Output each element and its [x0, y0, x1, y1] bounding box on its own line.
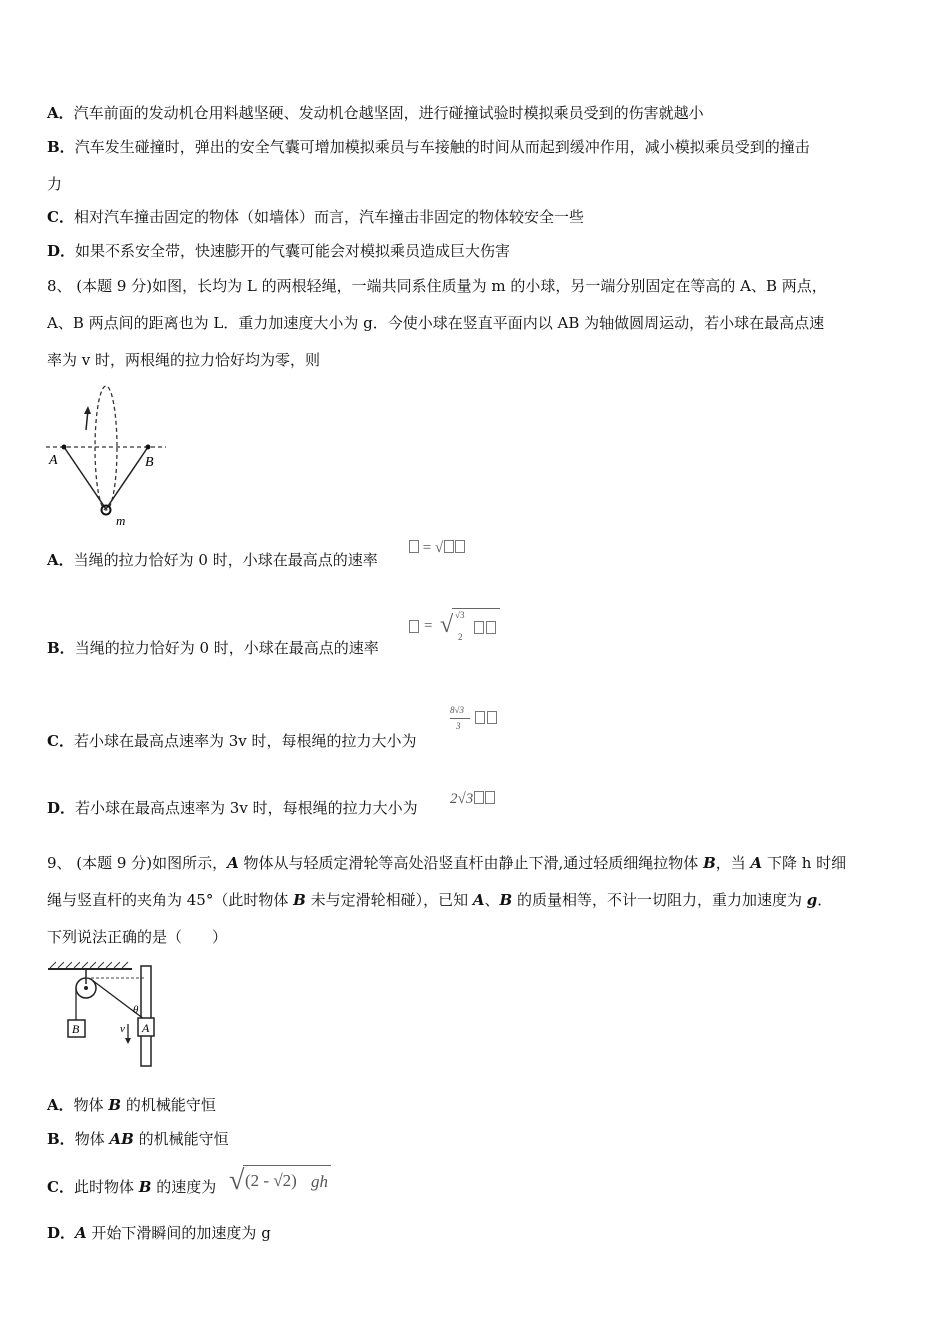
rope-a	[64, 447, 106, 509]
q9-figure	[44, 960, 164, 1070]
rope-to-a	[92, 980, 148, 1022]
var-g: g	[806, 891, 818, 909]
q8-c-formula	[450, 705, 505, 741]
stem-text: 的质量相等，不计一切阻力，重力加速度为	[512, 891, 807, 909]
option-text: 此时物体	[73, 1178, 139, 1196]
option-text: 若小球在最高点速率为 3v 时，每根绳的拉力大小为	[75, 799, 418, 817]
option-label: A．	[47, 1096, 74, 1114]
label-v: v	[120, 1023, 125, 1035]
option-label: A．	[47, 104, 74, 122]
option-text: 的速度为	[151, 1178, 217, 1196]
option-text: 相对汽车撞击固定的物体（如墙体）而言，汽车撞击非固定的物体较安全一些	[73, 208, 584, 226]
stem-text: 下降 h 时细	[762, 854, 847, 872]
option-label: B．	[47, 138, 75, 156]
option-text: 开始下滑瞬间的加速度为 g	[86, 1224, 271, 1242]
q7-option-b	[47, 137, 810, 157]
label-m: m	[116, 513, 126, 528]
q9-option-d	[47, 1223, 271, 1243]
formula-numerator: √3	[455, 610, 465, 620]
q8-option-d	[47, 798, 418, 818]
arrow-head-icon	[84, 406, 91, 414]
rope-b	[106, 447, 148, 509]
option-label: A．	[47, 551, 74, 569]
q7-option-a	[47, 103, 704, 123]
stem-text: 、	[484, 891, 500, 909]
q8-d-formula	[450, 791, 495, 808]
label-theta: θ	[133, 1004, 139, 1016]
option-label: D．	[47, 799, 76, 817]
q7-option-d	[47, 241, 510, 261]
var-a: A	[227, 854, 239, 872]
option-text: 的机械能守恒	[133, 1130, 229, 1148]
stem-text: ．	[817, 891, 833, 909]
var-b: B	[138, 1178, 152, 1196]
q8-stem-line-2	[47, 313, 824, 333]
option-text: 如果不系安全带，快速膨开的气囊可能会对模拟乘员造成巨大伤害	[75, 242, 511, 260]
option-label: D．	[47, 242, 76, 260]
option-text: 当绳的拉力恰好为 0 时，小球在最高点的速率	[73, 551, 378, 569]
option-text: 汽车前面的发动机仓用料越坚硬、发动机仓越坚固，进行碰撞试验时模拟乘员受到的伤害就越小	[73, 104, 704, 122]
stem-text: ，当	[715, 854, 751, 872]
formula-denominator: 3	[456, 721, 461, 731]
var-ab: AB	[109, 1130, 134, 1148]
var-b: B	[293, 891, 306, 909]
stem-text: 绳与竖直杆的夹角为 45°（此时物体	[47, 891, 294, 909]
option-label: C．	[47, 208, 74, 226]
label-a: A	[142, 1021, 150, 1035]
stem-text: 未与定滑轮相碰），已知	[305, 891, 473, 909]
var-a: A	[75, 1224, 87, 1242]
stem-text: 9、 (本题 9 分)如图所示，	[47, 854, 228, 872]
q8-option-a	[47, 550, 378, 570]
option-label: D．	[47, 1224, 76, 1242]
formula-text: 2√3	[450, 791, 474, 807]
circular-path	[95, 386, 117, 510]
q8-option-b	[47, 638, 379, 658]
point-a-dot	[62, 445, 67, 450]
var-a: A	[750, 854, 763, 872]
label-b: B	[145, 455, 154, 470]
option-text: 当绳的拉力恰好为 0 时，小球在最高点的速率	[74, 639, 379, 657]
q9-option-b	[47, 1129, 229, 1149]
label-b: B	[72, 1022, 80, 1036]
q8-option-c	[47, 731, 417, 751]
stem-text: 率为 v 时，两根绳的拉力恰好均为零，则	[47, 351, 321, 369]
stem-text: 下列说法正确的是（ ）	[47, 928, 228, 946]
q8-stem-line-3	[47, 350, 320, 370]
option-label: B．	[47, 1130, 75, 1148]
option-text: 的机械能守恒	[121, 1096, 216, 1114]
formula-numerator: 8√3	[450, 705, 464, 715]
q9-stem-line-1	[47, 853, 846, 873]
option-text: 物体	[73, 1096, 109, 1114]
label-a: A	[49, 453, 58, 468]
option-label: B．	[47, 639, 75, 657]
option-text: 汽车发生碰撞时，弹出的安全气囊可增加模拟乘员与车接触的时间从而起到缓冲作用，减小模拟乘员受到的撞击	[74, 138, 810, 156]
vertical-rod	[141, 966, 151, 1066]
point-b-dot	[146, 445, 151, 450]
stem-text: 物体从与轻质定滑轮等高处沿竖直杆由静止下滑,通过轻质细绳拉物体	[238, 854, 704, 872]
q8-stem-line-1	[47, 276, 827, 296]
q9-option-a	[47, 1095, 216, 1115]
var-b: B	[499, 891, 513, 909]
q9-stem-line-2	[47, 890, 832, 910]
pulley-axle	[84, 986, 88, 990]
q9-option-c	[47, 1177, 216, 1197]
option-text: 若小球在最高点速率为 3v 时，每根绳的拉力大小为	[73, 732, 417, 750]
stem-text: 8、 (本题 9 分)如图，长均为 L 的两根轻绳，一端共同系住质量为 m 的小球，另一端分别固定在等高的 A、B 两点，	[47, 277, 827, 295]
var-b: B	[703, 854, 716, 872]
stem-text: A、B 两点间的距离也为 L．重力加速度大小为 g．今使小球在竖直平面内以 AB 为轴做圆周运动，若小球在最高点速	[47, 314, 825, 332]
q8-b-formula: = √ √3 2	[408, 608, 503, 648]
q7-option-c	[47, 207, 584, 227]
option-text: 物体	[74, 1130, 110, 1148]
formula-inner: (2 - √2)	[245, 1171, 297, 1190]
ceiling-hatch	[50, 962, 128, 968]
velocity-arrow-head-icon	[125, 1038, 131, 1044]
var-b: B	[108, 1096, 122, 1114]
q7-option-b-cont	[47, 174, 62, 194]
q8-a-formula: = √	[408, 540, 465, 557]
formula-tail: gh	[311, 1172, 328, 1191]
option-text: 力	[47, 175, 63, 193]
q8-figure	[44, 382, 168, 530]
option-label: C．	[47, 732, 74, 750]
var-a: A	[472, 891, 485, 909]
q9-stem-line-3	[47, 927, 227, 947]
option-label: C．	[47, 1178, 74, 1196]
formula-denominator: 2	[458, 632, 463, 642]
q9-c-formula: √ (2 - √2) gh	[229, 1163, 339, 1201]
